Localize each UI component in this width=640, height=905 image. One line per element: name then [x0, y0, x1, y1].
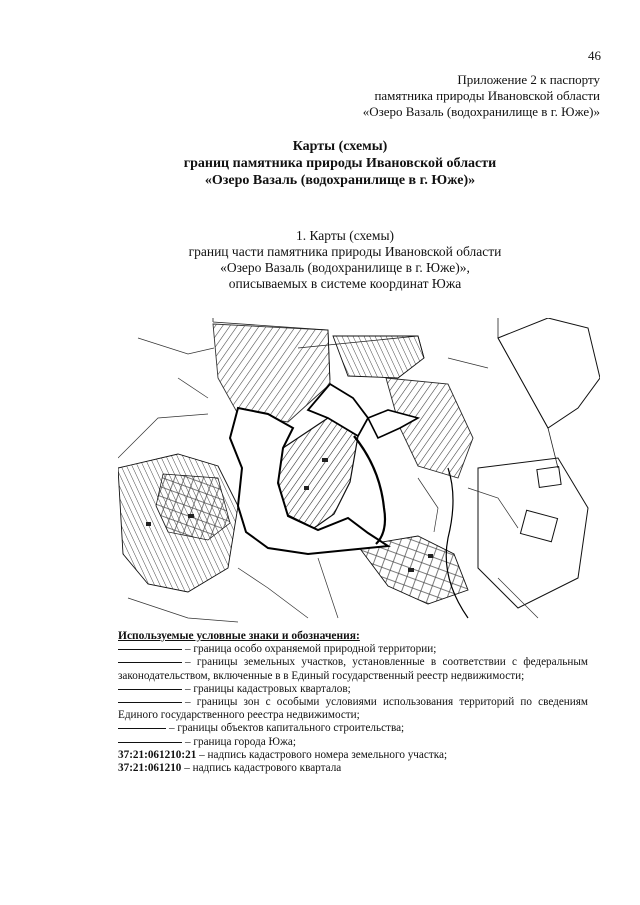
legend-item-text: – надпись кадастрового номера земельного участка;	[196, 748, 448, 761]
legend-item-text: – границы объектов капитального строительства;	[169, 722, 405, 735]
subtitle-line-2: границ части памятника природы Ивановской области	[188, 244, 502, 259]
section-title	[150, 228, 540, 292]
title-line-2: границ памятника природы Ивановской области	[183, 156, 497, 171]
legend-line-symbol	[118, 662, 182, 663]
legend-item-text: – граница особо охраняемой природной территории;	[185, 643, 437, 656]
legend-item	[118, 656, 588, 682]
legend-item	[118, 696, 588, 722]
legend-item	[118, 643, 588, 656]
legend-line-symbol	[118, 728, 166, 729]
subtitle-line-1: 1. Карты (схемы)	[295, 228, 395, 243]
subtitle-line-3: «Озеро Вазаль (водохранилище в г. Юже)»,	[220, 260, 470, 275]
document-title	[130, 138, 550, 189]
legend-line-symbol	[118, 702, 182, 703]
legend-item	[118, 749, 588, 762]
title-line-1: Карты (схемы)	[292, 139, 388, 154]
cadastral-map-image	[118, 318, 600, 630]
subtitle-line-4: описываемых в системе координат Южа	[228, 276, 462, 291]
legend-heading: Используемые условные знаки и обозначения:	[118, 630, 360, 642]
legend-item	[118, 762, 588, 775]
legend-line-symbol	[118, 649, 182, 650]
appendix-line-2: памятника природы Ивановской области	[374, 88, 600, 103]
legend-item	[118, 722, 588, 735]
legend-item-text: – границы земельных участков, установленные в соответствии с федеральным законодательством, включенные в в Единый государственный реестр недвижимости;	[118, 656, 588, 682]
appendix-note	[330, 72, 600, 120]
legend-item	[118, 683, 588, 696]
appendix-line-3: «Озеро Вазаль (водохранилище в г. Юже)»	[362, 104, 600, 119]
page-number: 46	[588, 48, 601, 63]
appendix-line-1: Приложение 2 к паспорту	[457, 72, 600, 87]
legend-line-symbol	[118, 742, 182, 743]
legend-item-text: – границы кадастровых кварталов;	[185, 682, 351, 695]
map-legend	[118, 630, 588, 775]
legend-code: 37:21:061210:21	[118, 748, 197, 761]
legend-item-text: – граница города Южа;	[185, 735, 296, 748]
legend-line-symbol	[118, 689, 182, 690]
legend-item-text: – границы зон с особыми условиями использования территорий по сведениям Единого государственного реестра недвижимости;	[118, 696, 588, 722]
legend-code: 37:21:061210	[118, 762, 182, 775]
title-line-3: «Озеро Вазаль (водохранилище в г. Юже)»	[204, 173, 476, 188]
legend-item-text: – надпись кадастрового квартала	[181, 762, 342, 775]
legend-item	[118, 736, 588, 749]
